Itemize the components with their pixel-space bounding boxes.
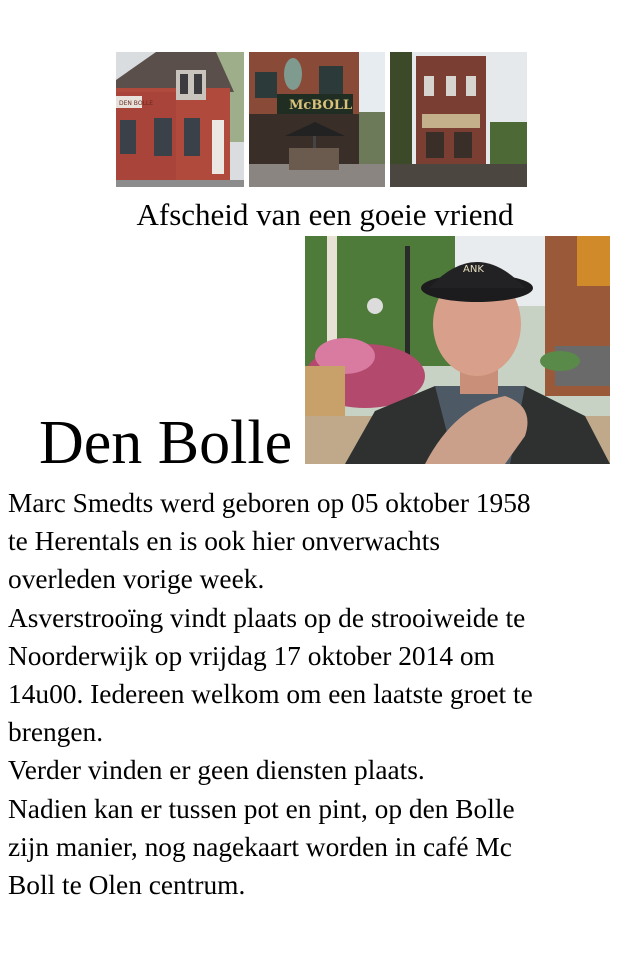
body-line: Nadien kan er tussen pot en pint, op den Bolle: [8, 793, 515, 824]
cap-logo-text: ANK: [463, 264, 484, 275]
body-line: 14u00. Iedereen welkom om een laatste groet te: [8, 679, 533, 710]
portrait-photo: [305, 236, 610, 464]
building-sign-text: DEN BOLLE: [119, 100, 154, 107]
photo-street-building: [390, 52, 527, 187]
body-line: Boll te Olen centrum.: [8, 870, 246, 901]
body-line: zijn manier, nog nagekaart worden in café Mc: [8, 831, 512, 862]
body-line: overleden vorige week.: [8, 564, 265, 595]
subtitle: Afscheid van een goeie vriend: [136, 197, 514, 232]
photo-cafe-mcboll: [249, 52, 385, 187]
body-line: Noorderwijk op vrijdag 17 oktober 2014 om: [8, 640, 495, 671]
body-line: Marc Smedts werd geboren op 05 oktober 1958: [8, 488, 531, 518]
photo-building-corner: [116, 52, 244, 187]
cafe-sign-text: McBOLL: [289, 98, 353, 113]
announcement-text: [8, 484, 640, 904]
body-line: Asverstrooïng vindt plaats op de strooiweide te: [8, 602, 526, 633]
body-line: brengen.: [8, 717, 104, 748]
page-title: Den Bolle: [39, 409, 293, 477]
body-line: Verder vinden er geen diensten plaats.: [8, 755, 425, 786]
body-line: te Herentals en is ook hier onverwachts: [8, 526, 441, 557]
